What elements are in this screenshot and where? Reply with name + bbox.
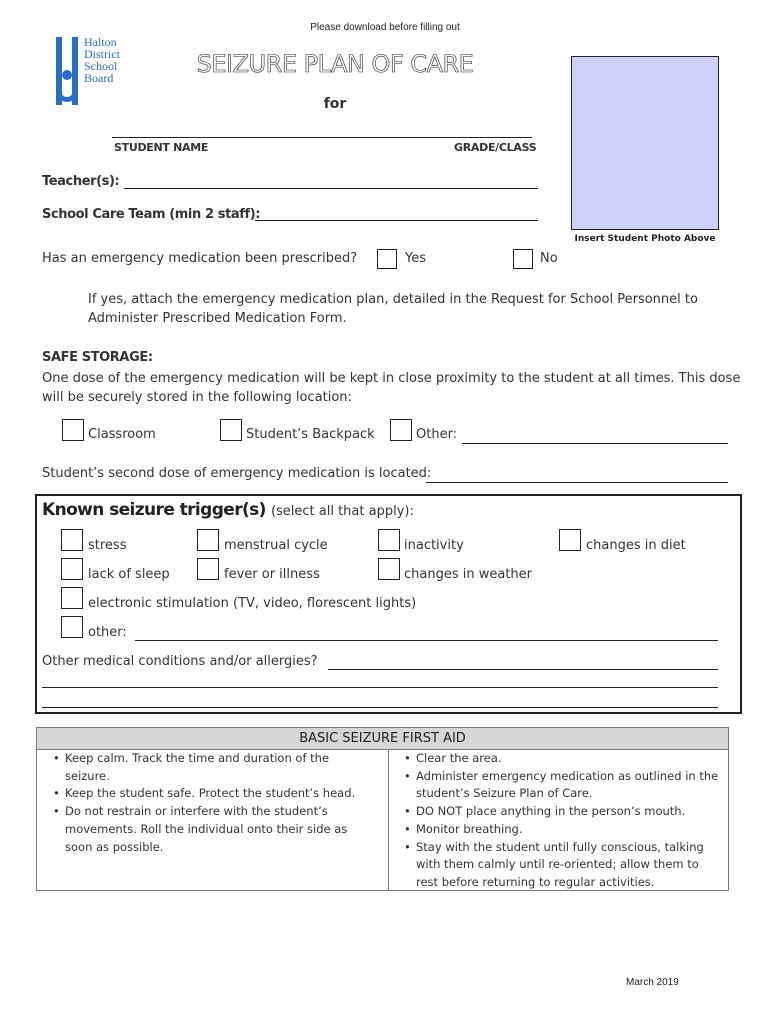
logo-mark-dot (62, 70, 72, 80)
no-checkbox[interactable] (513, 249, 533, 269)
list-item: • Clear the area. (404, 750, 722, 768)
first-aid-right-list (404, 750, 722, 892)
triggers-heading: Known seizure trigger(s) (42, 500, 266, 520)
for-label: for (323, 96, 347, 112)
second-dose-label: Student’s second dose of emergency medication is located: (42, 466, 432, 481)
safe-storage-line-1: One dose of the emergency medication will be kept in close proximity to the student at all times. This dose (42, 371, 741, 386)
photo-caption: Insert Student Photo Above (574, 234, 716, 244)
trigger-stress-checkbox[interactable] (61, 529, 83, 551)
teachers-field[interactable] (124, 188, 538, 189)
first-aid-heading: BASIC SEIZURE FIRST AID (37, 728, 728, 750)
logo-line: District (84, 47, 120, 61)
other-location-field[interactable] (462, 443, 728, 444)
care-team-field[interactable] (255, 220, 538, 221)
first-aid-left-list (53, 750, 373, 856)
trigger-electronic-checkbox[interactable] (61, 587, 83, 609)
trigger-menstrual-label: menstrual cycle (224, 538, 328, 553)
if-yes-line-2: Administer Prescribed Medication Form. (88, 311, 347, 326)
safe-storage-heading: SAFE STORAGE: (42, 350, 153, 365)
if-yes-instructions (88, 290, 698, 328)
backpack-checkbox[interactable] (220, 419, 242, 441)
trigger-sleep-checkbox[interactable] (61, 558, 83, 580)
other-location-label: Other: (416, 427, 458, 442)
trigger-sleep-label: lack of sleep (88, 567, 170, 582)
if-yes-line-1: If yes, attach the emergency medication plan, detailed in the Request for School Personnel to (88, 292, 698, 307)
list-item: • Monitor breathing. (404, 821, 722, 839)
trigger-other-checkbox[interactable] (61, 616, 83, 638)
trigger-diet-label: changes in diet (586, 538, 686, 553)
grade-class-label: GRADE/CLASS (454, 141, 537, 154)
other-location-checkbox[interactable] (390, 419, 412, 441)
trigger-menstrual-checkbox[interactable] (197, 529, 219, 551)
list-item: • DO NOT place anything in the person’s mouth. (404, 803, 722, 821)
triggers-subheading: (select all that apply): (270, 504, 414, 519)
safe-storage-text (42, 369, 740, 407)
logo-text (84, 36, 120, 84)
student-photo-placeholder[interactable] (571, 56, 719, 230)
trigger-other-field[interactable] (135, 640, 718, 641)
download-note: Please download before filling out (310, 22, 460, 33)
trigger-inactivity-label: inactivity (404, 538, 464, 553)
trigger-fever-label: fever or illness (224, 567, 320, 582)
trigger-other-label: other: (88, 625, 127, 640)
footer-date: March 2019 (626, 977, 679, 988)
other-conditions-field-line-2[interactable] (42, 687, 718, 688)
safe-storage-line-2: will be securely stored in the following location: (42, 390, 352, 405)
other-conditions-field-line-3[interactable] (42, 707, 718, 708)
trigger-weather-checkbox[interactable] (378, 558, 400, 580)
trigger-diet-checkbox[interactable] (559, 529, 581, 551)
list-item: • Stay with the student until fully conscious, talking with them calmly until re-oriented; allow them to rest before returning to regular activities. (404, 839, 722, 892)
student-name-field[interactable] (112, 137, 532, 138)
first-aid-column-divider (388, 749, 389, 890)
other-conditions-field[interactable] (328, 669, 718, 670)
logo-line: Board (84, 71, 114, 85)
backpack-label: Student’s Backpack (246, 427, 375, 442)
list-item: • Keep calm. Track the time and duration of the seizure. (53, 750, 373, 785)
list-item: • Keep the student safe. Protect the student’s head. (53, 785, 373, 803)
emergency-medication-question: Has an emergency medication been prescribed? (42, 251, 358, 266)
list-item: • Administer emergency medication as outlined in the student’s Seizure Plan of Care. (404, 768, 722, 803)
trigger-stress-label: stress (88, 538, 127, 553)
page-title: SEIZURE PLAN OF CARE (196, 50, 474, 78)
logo-line: Halton (84, 35, 117, 49)
trigger-weather-label: changes in weather (404, 567, 533, 582)
yes-label: Yes (405, 251, 426, 266)
triggers-heading-row (42, 500, 414, 520)
trigger-inactivity-checkbox[interactable] (378, 529, 400, 551)
second-dose-field[interactable] (426, 482, 728, 483)
logo-line: School (84, 59, 118, 73)
no-label: No (540, 251, 558, 266)
classroom-label: Classroom (88, 427, 156, 442)
teachers-label: Teacher(s): (42, 174, 120, 189)
trigger-electronic-label: electronic stimulation (TV, video, florescent lights) (88, 596, 417, 611)
classroom-checkbox[interactable] (62, 419, 84, 441)
list-item: • Do not restrain or interfere with the student’s movements. Roll the individual onto their side as soon as possible. (53, 803, 373, 856)
trigger-fever-checkbox[interactable] (197, 558, 219, 580)
yes-checkbox[interactable] (377, 249, 397, 269)
student-name-label: STUDENT NAME (114, 141, 209, 154)
other-conditions-label: Other medical conditions and/or allergies? (42, 654, 318, 669)
care-team-label: School Care Team (min 2 staff): (42, 207, 261, 222)
